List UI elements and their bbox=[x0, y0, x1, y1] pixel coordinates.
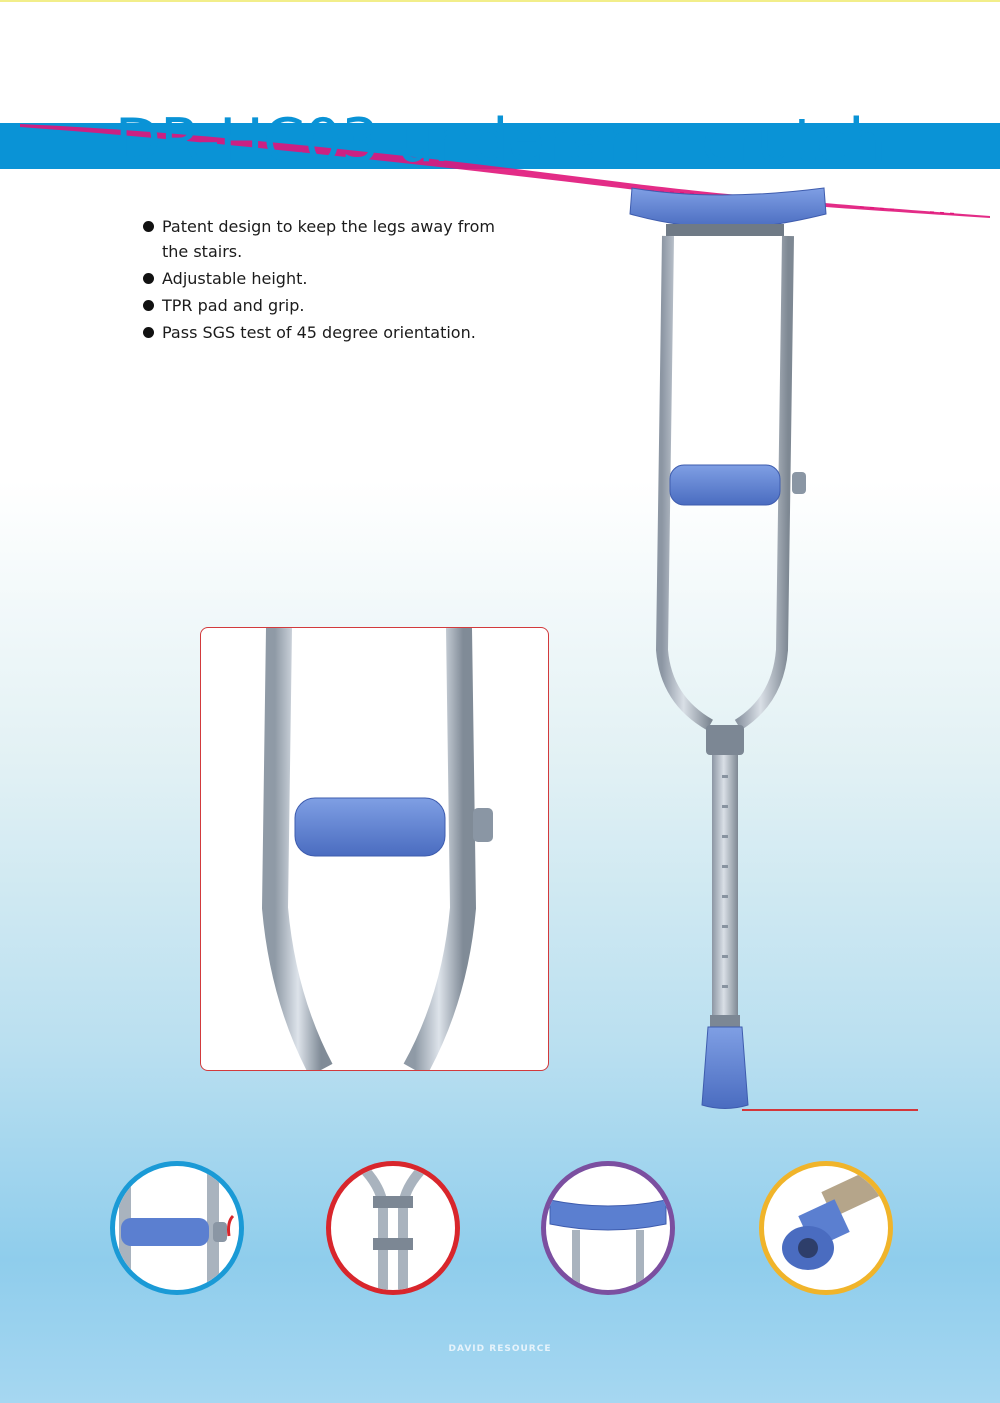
bullet-icon bbox=[143, 327, 154, 338]
crutch-main-image bbox=[620, 180, 840, 1115]
rubber-tip-image bbox=[764, 1166, 888, 1290]
bullet-icon bbox=[143, 300, 154, 311]
feature-item bbox=[142, 266, 522, 291]
feature-item bbox=[142, 214, 522, 264]
leg-clamps-image bbox=[331, 1166, 455, 1290]
handgrip-adjust-image bbox=[115, 1166, 239, 1290]
feature-list bbox=[142, 214, 522, 347]
page-title: DR-HC03 underarm crutch bbox=[114, 106, 886, 177]
thumbnail-leg-clamps bbox=[326, 1161, 460, 1295]
thumbnail-underarm-pad bbox=[541, 1161, 675, 1295]
thumbnail-handgrip-adjust bbox=[110, 1161, 244, 1295]
top-rule bbox=[0, 0, 1000, 2]
thumbnail-rubber-tip bbox=[759, 1161, 893, 1295]
bullet-icon bbox=[143, 221, 154, 232]
feature-item bbox=[142, 293, 522, 318]
underarm-pad-image bbox=[546, 1166, 670, 1290]
feature-item bbox=[142, 320, 522, 345]
brand-logo: DAVID RESOURCE bbox=[448, 1344, 552, 1354]
bullet-icon bbox=[143, 273, 154, 284]
feature-text: TPR pad and grip. bbox=[162, 296, 305, 315]
feature-text: Adjustable height. bbox=[162, 269, 308, 288]
detail-image-frame bbox=[200, 627, 549, 1071]
feature-text: Pass SGS test of 45 degree orientation. bbox=[162, 323, 476, 342]
handgrip-closeup-image bbox=[201, 628, 548, 1070]
feature-text: Patent design to keep the legs away from the stairs. bbox=[162, 217, 495, 261]
ground-line bbox=[742, 1109, 918, 1111]
